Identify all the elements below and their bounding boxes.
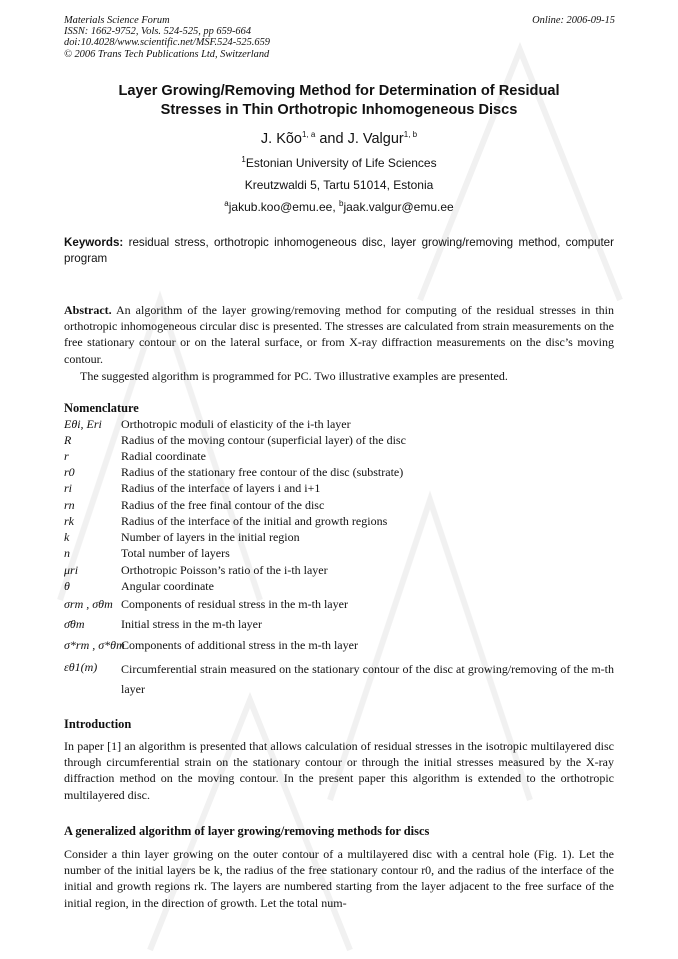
nomenclature-symbol: σrm , σθm [64, 597, 113, 611]
section-2-heading: A generalized algorithm of layer growing/removing methods for discs [64, 824, 430, 838]
nomenclature-definition: Orthotropic Poisson’s ratio of the i-th layer [121, 563, 328, 577]
keywords-label: Keywords: [64, 236, 124, 249]
abstract-label: Abstract. [64, 303, 112, 317]
nomenclature-symbol: k [64, 530, 70, 544]
keywords-text: residual stress, orthotropic inhomogeneous disc, layer growing/removing method, computer program [64, 236, 614, 265]
affiliation-text: Estonian University of Life Sciences [245, 156, 437, 170]
abstract-text-1: An algorithm of the layer growing/removing method for computing of the residual stresses in thin orthotropic inhomogeneous circular disc is presented. The stresses are calculated from strain measurements on the free stationary contour or on the lateral surface, or from X-ray diffraction measurements on the disc’s moving contour. [64, 303, 614, 366]
email-a: jakub.koo@emu.ee, [228, 200, 339, 214]
nomenclature-heading: Nomenclature [64, 401, 139, 415]
authors [64, 130, 614, 148]
author-2: J. Valgur [347, 131, 404, 147]
introduction-heading: Introduction [64, 717, 132, 731]
nomenclature-definition: Radius of the stationary free contour of the disc (substrate) [121, 465, 404, 479]
nomenclature-symbol: rn [64, 498, 75, 512]
nomenclature-symbol: Eθi, Eri [64, 417, 102, 431]
nomenclature-symbol: ri [64, 481, 73, 495]
nomenclature-definition: Radius of the moving contour (superficial layer) of the disc [121, 433, 406, 447]
issn-line: ISSN: 1662-9752, Vols. 524-525, pp 659-664 [64, 26, 252, 38]
nomenclature-symbol: εθ1(m) [64, 660, 98, 674]
keywords [64, 235, 614, 266]
nomenclature-definition: Radius of the interface of layers i and i+1 [121, 481, 321, 495]
nomenclature-symbol: rk [64, 514, 74, 528]
nomenclature-symbol: r [64, 449, 69, 463]
email-a-sup: a [224, 199, 229, 208]
nomenclature-symbol: R [64, 433, 72, 447]
nomenclature-symbol: r0 [64, 465, 75, 479]
doi-line: doi:10.4028/www.scientific.net/MSF.524-525.659 [64, 37, 270, 49]
affiliation-name [64, 156, 614, 170]
author-1-sup: 1, a [302, 130, 316, 140]
affiliation-sup: 1 [241, 155, 246, 164]
author-2-sup: 1, b [403, 130, 418, 140]
nomenclature-symbol: μri [64, 563, 79, 577]
paper-title [64, 82, 614, 120]
email-b-sup: b [339, 199, 344, 208]
online-date: Online: 2006-09-15 [532, 15, 615, 26]
abstract-paragraph-2: The suggested algorithm is programmed for PC. Two illustrative examples are presented. [80, 369, 508, 383]
section-2-text: Consider a thin layer growing on the outer contour of a multilayered disc with a central hole (Fig. 1). Let the number of the initial layers be k, the radius of the free stationary contour r0, and the radius of the interface of the initial and growth regions rk. The layers are numbered starting from the layer adjacent to the free surface of the initial region, in the direction of growth. Let the total num- [64, 847, 614, 910]
author-1: J. Kõo [260, 131, 302, 147]
affiliation-address: Kreutzwaldi 5, Tartu 51014, Estonia [244, 178, 434, 192]
nomenclature-definition: Total number of layers [121, 546, 230, 560]
nomenclature-symbol: θ [64, 579, 70, 593]
title-line-2: Stresses in Thin Orthotropic Inhomogeneous Discs [160, 102, 518, 118]
journal-header [64, 15, 270, 60]
nomenclature-definition: Radius of the free final contour of the disc [121, 498, 325, 512]
nomenclature-definition: Initial stress in the m-th layer [121, 617, 262, 631]
nomenclature-symbol: σ̄θm [64, 617, 85, 631]
author-emails [64, 200, 614, 214]
nomenclature-definition: Components of residual stress in the m-th layer [121, 597, 348, 611]
nomenclature-symbol: n [64, 546, 70, 560]
journal-name: Materials Science Forum [64, 15, 170, 26]
nomenclature-definition: Radius of the interface of the initial and growth regions [121, 514, 388, 528]
nomenclature-symbol: σ*rm , σ*θm [64, 638, 125, 652]
nomenclature-definition: Radial coordinate [121, 449, 206, 463]
nomenclature-definition: Components of additional stress in the m-th layer [121, 638, 358, 652]
author-and: and [315, 131, 348, 147]
copyright-line: © 2006 Trans Tech Publications Ltd, Switzerland [64, 48, 270, 60]
nomenclature-definition: Number of layers in the initial region [121, 530, 300, 544]
email-b: jaak.valgur@emu.ee [343, 200, 454, 214]
introduction-text: In paper [1] an algorithm is presented that allows calculation of residual stresses in the isotropic multilayered disc through circumferential strain on the stationary contour or through the initial stresses measured by the X-ray diffraction method on the moving contour. In the present paper this algorithm is extended to the orthotropic multilayered disc. [64, 739, 614, 802]
abstract-paragraph-1 [64, 302, 614, 367]
nomenclature-definition: Orthotropic moduli of elasticity of the i-th layer [121, 417, 351, 431]
nomenclature-definition: Angular coordinate [121, 579, 214, 593]
title-line-1: Layer Growing/Removing Method for Determination of Residual [118, 83, 560, 99]
nomenclature-definition: Circumferential strain measured on the stationary contour of the disc at growing/removing of the m-th layer [121, 662, 614, 696]
